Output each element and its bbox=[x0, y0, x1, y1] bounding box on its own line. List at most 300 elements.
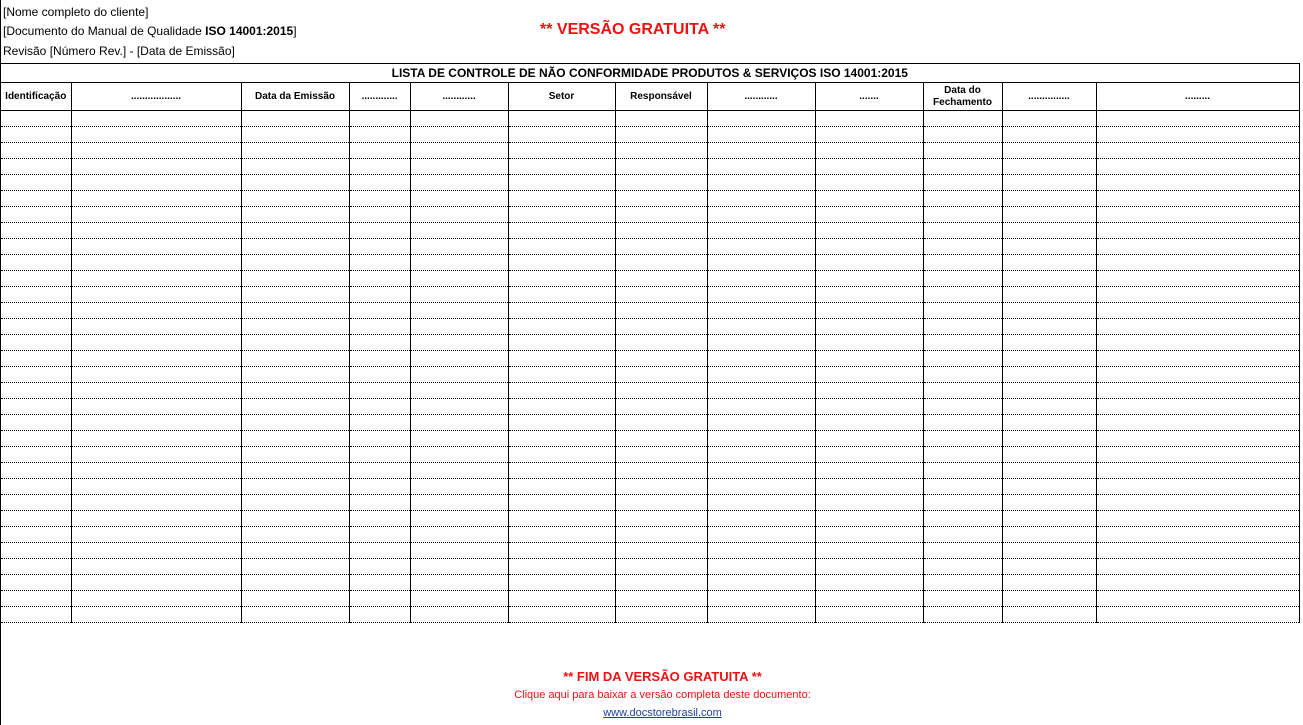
table-cell[interactable] bbox=[410, 607, 508, 623]
table-cell[interactable] bbox=[615, 447, 707, 463]
table-cell[interactable] bbox=[1096, 207, 1299, 223]
table-cell[interactable] bbox=[923, 287, 1002, 303]
table-cell[interactable] bbox=[923, 207, 1002, 223]
table-cell[interactable] bbox=[615, 367, 707, 383]
table-cell[interactable] bbox=[923, 399, 1002, 415]
table-cell[interactable] bbox=[410, 319, 508, 335]
table-cell[interactable] bbox=[241, 111, 349, 127]
table-cell[interactable] bbox=[1002, 143, 1096, 159]
table-cell[interactable] bbox=[410, 559, 508, 575]
table-cell[interactable] bbox=[241, 367, 349, 383]
table-cell[interactable] bbox=[1, 399, 71, 415]
table-cell[interactable] bbox=[349, 111, 410, 127]
table-cell[interactable] bbox=[1002, 271, 1096, 287]
table-cell[interactable] bbox=[923, 319, 1002, 335]
table-cell[interactable] bbox=[707, 271, 815, 287]
table-cell[interactable] bbox=[349, 559, 410, 575]
table-cell[interactable] bbox=[1002, 287, 1096, 303]
table-cell[interactable] bbox=[349, 591, 410, 607]
table-cell[interactable] bbox=[1002, 575, 1096, 591]
table-cell[interactable] bbox=[349, 415, 410, 431]
table-cell[interactable] bbox=[1002, 191, 1096, 207]
table-cell[interactable] bbox=[410, 383, 508, 399]
table-cell[interactable] bbox=[707, 335, 815, 351]
table-cell[interactable] bbox=[615, 495, 707, 511]
table-cell[interactable] bbox=[1096, 447, 1299, 463]
table-cell[interactable] bbox=[349, 207, 410, 223]
table-cell[interactable] bbox=[241, 335, 349, 351]
table-cell[interactable] bbox=[1002, 223, 1096, 239]
table-cell[interactable] bbox=[707, 367, 815, 383]
table-cell[interactable] bbox=[508, 287, 615, 303]
table-cell[interactable] bbox=[71, 431, 241, 447]
table-cell[interactable] bbox=[410, 463, 508, 479]
table-cell[interactable] bbox=[241, 255, 349, 271]
table-cell[interactable] bbox=[349, 223, 410, 239]
table-cell[interactable] bbox=[707, 191, 815, 207]
table-cell[interactable] bbox=[615, 415, 707, 431]
table-cell[interactable] bbox=[349, 287, 410, 303]
table-cell[interactable] bbox=[241, 527, 349, 543]
table-cell[interactable] bbox=[508, 575, 615, 591]
table-cell[interactable] bbox=[349, 399, 410, 415]
table-cell[interactable] bbox=[410, 111, 508, 127]
table-cell[interactable] bbox=[349, 191, 410, 207]
table-cell[interactable] bbox=[815, 207, 923, 223]
table-cell[interactable] bbox=[1002, 591, 1096, 607]
table-cell[interactable] bbox=[707, 351, 815, 367]
table-cell[interactable] bbox=[1, 223, 71, 239]
table-cell[interactable] bbox=[410, 287, 508, 303]
table-cell[interactable] bbox=[71, 543, 241, 559]
table-cell[interactable] bbox=[508, 543, 615, 559]
table-cell[interactable] bbox=[1, 319, 71, 335]
table-cell[interactable] bbox=[1, 271, 71, 287]
table-cell[interactable] bbox=[923, 559, 1002, 575]
table-cell[interactable] bbox=[410, 159, 508, 175]
table-cell[interactable] bbox=[349, 511, 410, 527]
table-cell[interactable] bbox=[410, 335, 508, 351]
table-cell[interactable] bbox=[615, 335, 707, 351]
table-cell[interactable] bbox=[707, 303, 815, 319]
table-cell[interactable] bbox=[410, 495, 508, 511]
table-cell[interactable] bbox=[71, 399, 241, 415]
table-cell[interactable] bbox=[508, 415, 615, 431]
table-cell[interactable] bbox=[923, 351, 1002, 367]
table-cell[interactable] bbox=[508, 207, 615, 223]
table-cell[interactable] bbox=[815, 351, 923, 367]
table-cell[interactable] bbox=[615, 607, 707, 623]
table-cell[interactable] bbox=[615, 511, 707, 527]
table-cell[interactable] bbox=[1002, 607, 1096, 623]
table-cell[interactable] bbox=[923, 303, 1002, 319]
table-cell[interactable] bbox=[349, 383, 410, 399]
table-cell[interactable] bbox=[71, 495, 241, 511]
table-cell[interactable] bbox=[508, 111, 615, 127]
table-cell[interactable] bbox=[815, 383, 923, 399]
table-cell[interactable] bbox=[241, 223, 349, 239]
table-cell[interactable] bbox=[815, 239, 923, 255]
table-cell[interactable] bbox=[349, 575, 410, 591]
table-cell[interactable] bbox=[815, 607, 923, 623]
table-cell[interactable] bbox=[241, 431, 349, 447]
table-cell[interactable] bbox=[615, 303, 707, 319]
table-cell[interactable] bbox=[1096, 159, 1299, 175]
table-cell[interactable] bbox=[615, 479, 707, 495]
table-cell[interactable] bbox=[1002, 527, 1096, 543]
table-cell[interactable] bbox=[615, 399, 707, 415]
table-cell[interactable] bbox=[923, 479, 1002, 495]
table-cell[interactable] bbox=[1, 447, 71, 463]
table-cell[interactable] bbox=[410, 271, 508, 287]
table-cell[interactable] bbox=[707, 383, 815, 399]
table-cell[interactable] bbox=[615, 575, 707, 591]
table-cell[interactable] bbox=[508, 607, 615, 623]
table-cell[interactable] bbox=[815, 415, 923, 431]
table-cell[interactable] bbox=[241, 159, 349, 175]
table-cell[interactable] bbox=[1002, 447, 1096, 463]
table-cell[interactable] bbox=[815, 479, 923, 495]
table-cell[interactable] bbox=[1096, 191, 1299, 207]
table-cell[interactable] bbox=[241, 143, 349, 159]
table-cell[interactable] bbox=[241, 511, 349, 527]
table-cell[interactable] bbox=[707, 463, 815, 479]
table-cell[interactable] bbox=[1096, 287, 1299, 303]
column-header[interactable]: ......... bbox=[1096, 83, 1299, 111]
table-cell[interactable] bbox=[707, 159, 815, 175]
table-cell[interactable] bbox=[1, 479, 71, 495]
table-cell[interactable] bbox=[707, 447, 815, 463]
table-cell[interactable] bbox=[923, 591, 1002, 607]
table-cell[interactable] bbox=[508, 271, 615, 287]
table-cell[interactable] bbox=[508, 191, 615, 207]
table-cell[interactable] bbox=[923, 159, 1002, 175]
table-cell[interactable] bbox=[508, 303, 615, 319]
table-cell[interactable] bbox=[923, 239, 1002, 255]
table-cell[interactable] bbox=[1096, 399, 1299, 415]
table-cell[interactable] bbox=[71, 511, 241, 527]
table-cell[interactable] bbox=[923, 143, 1002, 159]
table-cell[interactable] bbox=[815, 527, 923, 543]
table-cell[interactable] bbox=[815, 367, 923, 383]
table-cell[interactable] bbox=[615, 239, 707, 255]
table-cell[interactable] bbox=[815, 575, 923, 591]
table-cell[interactable] bbox=[1096, 335, 1299, 351]
table-cell[interactable] bbox=[707, 239, 815, 255]
table-cell[interactable] bbox=[815, 543, 923, 559]
table-cell[interactable] bbox=[349, 159, 410, 175]
table-cell[interactable] bbox=[1002, 367, 1096, 383]
table-cell[interactable] bbox=[241, 575, 349, 591]
table-cell[interactable] bbox=[815, 591, 923, 607]
table-cell[interactable] bbox=[923, 495, 1002, 511]
table-cell[interactable] bbox=[1, 127, 71, 143]
table-cell[interactable] bbox=[707, 479, 815, 495]
table-cell[interactable] bbox=[71, 463, 241, 479]
table-cell[interactable] bbox=[410, 175, 508, 191]
table-cell[interactable] bbox=[241, 127, 349, 143]
table-cell[interactable] bbox=[71, 111, 241, 127]
table-cell[interactable] bbox=[71, 175, 241, 191]
table-cell[interactable] bbox=[1096, 239, 1299, 255]
table-cell[interactable] bbox=[508, 495, 615, 511]
table-cell[interactable] bbox=[1002, 479, 1096, 495]
table-cell[interactable] bbox=[410, 399, 508, 415]
table-cell[interactable] bbox=[1096, 431, 1299, 447]
table-cell[interactable] bbox=[707, 319, 815, 335]
table-cell[interactable] bbox=[1002, 415, 1096, 431]
table-cell[interactable] bbox=[508, 479, 615, 495]
table-cell[interactable] bbox=[349, 255, 410, 271]
column-header[interactable]: Identificação bbox=[1, 83, 71, 111]
table-cell[interactable] bbox=[923, 367, 1002, 383]
table-cell[interactable] bbox=[707, 255, 815, 271]
table-cell[interactable] bbox=[1096, 319, 1299, 335]
table-cell[interactable] bbox=[349, 239, 410, 255]
table-cell[interactable] bbox=[1096, 175, 1299, 191]
table-cell[interactable] bbox=[1002, 239, 1096, 255]
table-cell[interactable] bbox=[615, 159, 707, 175]
table-cell[interactable] bbox=[241, 191, 349, 207]
table-cell[interactable] bbox=[1002, 335, 1096, 351]
table-cell[interactable] bbox=[923, 255, 1002, 271]
table-cell[interactable] bbox=[923, 527, 1002, 543]
table-cell[interactable] bbox=[1, 415, 71, 431]
table-cell[interactable] bbox=[1, 559, 71, 575]
table-cell[interactable] bbox=[71, 127, 241, 143]
table-cell[interactable] bbox=[241, 463, 349, 479]
table-cell[interactable] bbox=[615, 351, 707, 367]
table-cell[interactable] bbox=[1, 287, 71, 303]
table-cell[interactable] bbox=[241, 543, 349, 559]
table-cell[interactable] bbox=[1, 255, 71, 271]
table-cell[interactable] bbox=[1002, 303, 1096, 319]
table-cell[interactable] bbox=[241, 175, 349, 191]
table-cell[interactable] bbox=[615, 255, 707, 271]
table-cell[interactable] bbox=[71, 415, 241, 431]
table-cell[interactable] bbox=[1002, 383, 1096, 399]
table-cell[interactable] bbox=[815, 223, 923, 239]
table-cell[interactable] bbox=[707, 575, 815, 591]
table-cell[interactable] bbox=[707, 495, 815, 511]
table-cell[interactable] bbox=[1002, 319, 1096, 335]
table-cell[interactable] bbox=[410, 191, 508, 207]
table-cell[interactable] bbox=[923, 191, 1002, 207]
column-header[interactable]: ............ bbox=[707, 83, 815, 111]
table-cell[interactable] bbox=[1002, 463, 1096, 479]
table-cell[interactable] bbox=[410, 543, 508, 559]
table-cell[interactable] bbox=[615, 591, 707, 607]
table-cell[interactable] bbox=[815, 159, 923, 175]
table-cell[interactable] bbox=[923, 335, 1002, 351]
table-cell[interactable] bbox=[1002, 111, 1096, 127]
table-cell[interactable] bbox=[349, 431, 410, 447]
table-cell[interactable] bbox=[615, 431, 707, 447]
table-cell[interactable] bbox=[1002, 255, 1096, 271]
table-cell[interactable] bbox=[410, 511, 508, 527]
table-cell[interactable] bbox=[923, 511, 1002, 527]
table-cell[interactable] bbox=[923, 447, 1002, 463]
table-cell[interactable] bbox=[349, 527, 410, 543]
table-cell[interactable] bbox=[71, 191, 241, 207]
table-cell[interactable] bbox=[815, 335, 923, 351]
column-header[interactable]: Responsável bbox=[615, 83, 707, 111]
column-header[interactable]: ............. bbox=[349, 83, 410, 111]
table-cell[interactable] bbox=[923, 543, 1002, 559]
table-cell[interactable] bbox=[815, 175, 923, 191]
table-cell[interactable] bbox=[707, 607, 815, 623]
table-cell[interactable] bbox=[241, 303, 349, 319]
table-cell[interactable] bbox=[615, 127, 707, 143]
table-cell[interactable] bbox=[349, 447, 410, 463]
table-cell[interactable] bbox=[508, 255, 615, 271]
table-cell[interactable] bbox=[615, 383, 707, 399]
table-cell[interactable] bbox=[410, 367, 508, 383]
column-header[interactable]: .................. bbox=[71, 83, 241, 111]
table-cell[interactable] bbox=[1002, 495, 1096, 511]
table-cell[interactable] bbox=[349, 495, 410, 511]
table-cell[interactable] bbox=[707, 127, 815, 143]
table-cell[interactable] bbox=[71, 159, 241, 175]
table-cell[interactable] bbox=[1002, 159, 1096, 175]
table-cell[interactable] bbox=[410, 351, 508, 367]
table-cell[interactable] bbox=[410, 447, 508, 463]
table-cell[interactable] bbox=[71, 223, 241, 239]
table-cell[interactable] bbox=[508, 239, 615, 255]
table-cell[interactable] bbox=[615, 527, 707, 543]
table-cell[interactable] bbox=[71, 447, 241, 463]
table-cell[interactable] bbox=[508, 335, 615, 351]
table-cell[interactable] bbox=[71, 287, 241, 303]
table-cell[interactable] bbox=[410, 591, 508, 607]
table-cell[interactable] bbox=[1096, 143, 1299, 159]
table-cell[interactable] bbox=[815, 447, 923, 463]
table-cell[interactable] bbox=[241, 479, 349, 495]
table-cell[interactable] bbox=[615, 287, 707, 303]
table-cell[interactable] bbox=[241, 239, 349, 255]
table-cell[interactable] bbox=[1, 511, 71, 527]
table-cell[interactable] bbox=[1, 143, 71, 159]
table-cell[interactable] bbox=[923, 175, 1002, 191]
table-cell[interactable] bbox=[349, 303, 410, 319]
table-cell[interactable] bbox=[241, 351, 349, 367]
table-cell[interactable] bbox=[410, 223, 508, 239]
table-cell[interactable] bbox=[707, 223, 815, 239]
table-cell[interactable] bbox=[241, 319, 349, 335]
table-cell[interactable] bbox=[707, 415, 815, 431]
table-cell[interactable] bbox=[508, 319, 615, 335]
table-cell[interactable] bbox=[1096, 223, 1299, 239]
table-cell[interactable] bbox=[815, 463, 923, 479]
table-cell[interactable] bbox=[241, 207, 349, 223]
table-cell[interactable] bbox=[1, 495, 71, 511]
table-cell[interactable] bbox=[508, 463, 615, 479]
table-cell[interactable] bbox=[707, 431, 815, 447]
table-cell[interactable] bbox=[615, 207, 707, 223]
column-header[interactable]: ....... bbox=[815, 83, 923, 111]
table-cell[interactable] bbox=[1096, 351, 1299, 367]
table-cell[interactable] bbox=[241, 399, 349, 415]
table-cell[interactable] bbox=[71, 335, 241, 351]
table-cell[interactable] bbox=[815, 111, 923, 127]
table-cell[interactable] bbox=[815, 143, 923, 159]
table-cell[interactable] bbox=[615, 175, 707, 191]
table-cell[interactable] bbox=[815, 431, 923, 447]
table-cell[interactable] bbox=[508, 351, 615, 367]
table-cell[interactable] bbox=[241, 383, 349, 399]
table-cell[interactable] bbox=[1, 591, 71, 607]
column-header[interactable]: ............... bbox=[1002, 83, 1096, 111]
table-cell[interactable] bbox=[71, 607, 241, 623]
table-cell[interactable] bbox=[1096, 543, 1299, 559]
table-cell[interactable] bbox=[815, 303, 923, 319]
table-cell[interactable] bbox=[1002, 511, 1096, 527]
table-cell[interactable] bbox=[410, 415, 508, 431]
table-cell[interactable] bbox=[615, 543, 707, 559]
table-cell[interactable] bbox=[71, 575, 241, 591]
table-cell[interactable] bbox=[410, 143, 508, 159]
table-cell[interactable] bbox=[923, 271, 1002, 287]
table-cell[interactable] bbox=[1002, 399, 1096, 415]
table-cell[interactable] bbox=[508, 143, 615, 159]
table-cell[interactable] bbox=[508, 431, 615, 447]
table-cell[interactable] bbox=[1, 607, 71, 623]
table-cell[interactable] bbox=[508, 127, 615, 143]
table-cell[interactable] bbox=[815, 287, 923, 303]
table-cell[interactable] bbox=[923, 415, 1002, 431]
table-cell[interactable] bbox=[1, 543, 71, 559]
table-cell[interactable] bbox=[349, 543, 410, 559]
table-cell[interactable] bbox=[1, 335, 71, 351]
table-cell[interactable] bbox=[1096, 271, 1299, 287]
table-cell[interactable] bbox=[615, 111, 707, 127]
table-cell[interactable] bbox=[71, 319, 241, 335]
column-header[interactable]: Data do Fechamento bbox=[923, 83, 1002, 111]
table-cell[interactable] bbox=[71, 143, 241, 159]
table-cell[interactable] bbox=[1096, 559, 1299, 575]
table-cell[interactable] bbox=[1, 175, 71, 191]
table-cell[interactable] bbox=[71, 367, 241, 383]
table-cell[interactable] bbox=[410, 207, 508, 223]
table-cell[interactable] bbox=[410, 527, 508, 543]
table-cell[interactable] bbox=[241, 607, 349, 623]
table-cell[interactable] bbox=[707, 527, 815, 543]
table-cell[interactable] bbox=[410, 303, 508, 319]
table-cell[interactable] bbox=[241, 287, 349, 303]
table-cell[interactable] bbox=[71, 559, 241, 575]
column-header[interactable]: ............ bbox=[410, 83, 508, 111]
table-cell[interactable] bbox=[508, 527, 615, 543]
table-cell[interactable] bbox=[1096, 591, 1299, 607]
table-cell[interactable] bbox=[815, 255, 923, 271]
table-cell[interactable] bbox=[349, 607, 410, 623]
table-cell[interactable] bbox=[815, 271, 923, 287]
table-cell[interactable] bbox=[815, 511, 923, 527]
table-cell[interactable] bbox=[349, 463, 410, 479]
table-cell[interactable] bbox=[410, 575, 508, 591]
table-cell[interactable] bbox=[349, 175, 410, 191]
table-cell[interactable] bbox=[815, 559, 923, 575]
table-cell[interactable] bbox=[71, 255, 241, 271]
table-cell[interactable] bbox=[815, 399, 923, 415]
table-cell[interactable] bbox=[349, 143, 410, 159]
table-cell[interactable] bbox=[1096, 511, 1299, 527]
table-cell[interactable] bbox=[1096, 463, 1299, 479]
table-cell[interactable] bbox=[615, 271, 707, 287]
column-header[interactable]: Setor bbox=[508, 83, 615, 111]
table-cell[interactable] bbox=[508, 559, 615, 575]
table-cell[interactable] bbox=[508, 159, 615, 175]
